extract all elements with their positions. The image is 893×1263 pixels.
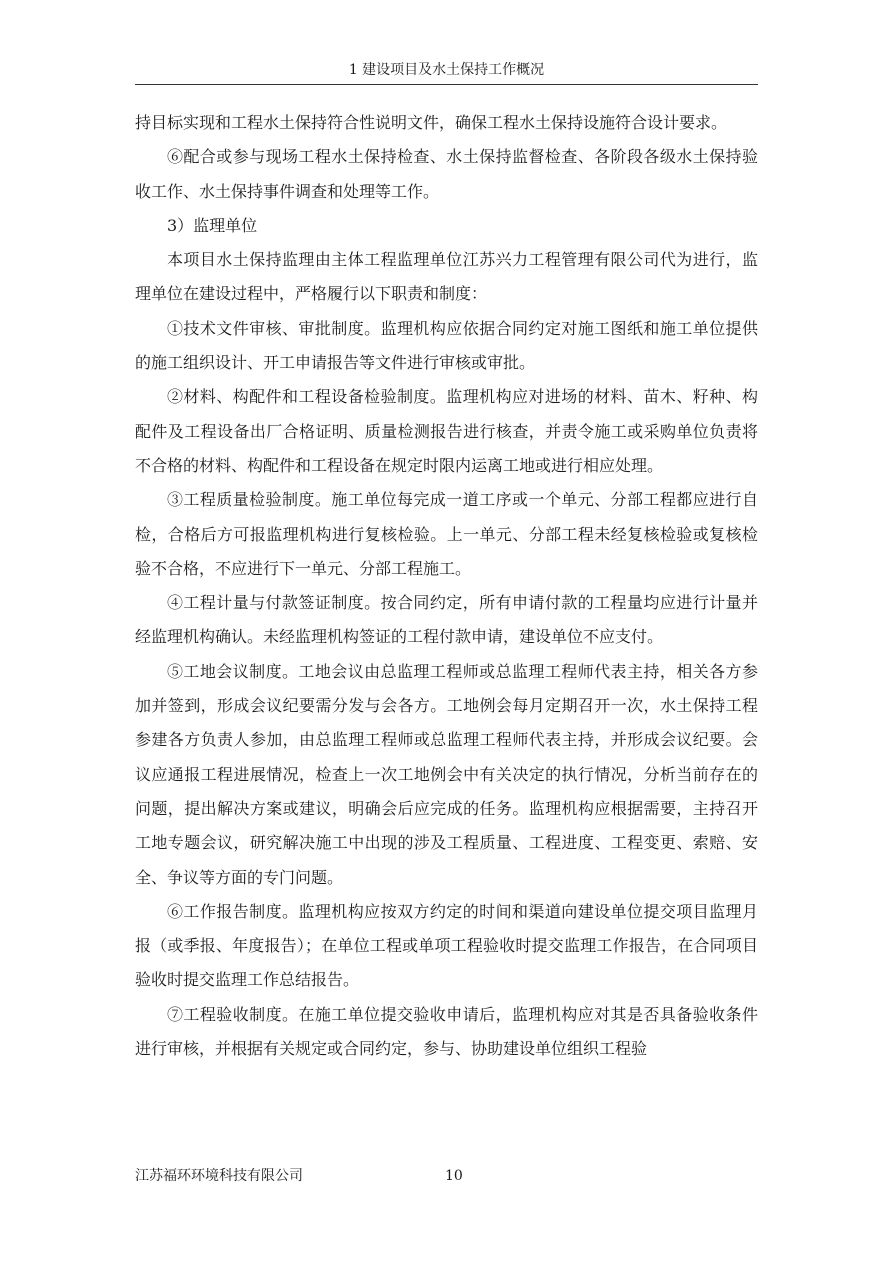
page-header xyxy=(135,60,758,85)
page-number: 10 xyxy=(445,1168,463,1184)
document-body xyxy=(135,106,758,1066)
section-heading-supervision: 3）监理单位 xyxy=(167,215,258,235)
paragraph-11: ⑦工程验收制度。在施工单位提交验收申请后，监理机构应对其是否具备验收条件进行审核，并根据有关规定或合同约定，参与、协助建设单位组织工程验 xyxy=(135,1004,758,1059)
paragraph-1: 持目标实现和工程水土保持符合性说明文件，确保工程水土保持设施符合设计要求。 xyxy=(135,113,728,132)
paragraph-6: ②材料、构配件和工程设备检验制度。监理机构应对进场的材料、苗木、籽种、构配件及工程设备出厂合格证明、质量检测报告进行核查，并责令施工或采购单位负责将不合格的材料、构配件和工程设备在规定时限内运离工地或进行相应处理。 xyxy=(135,387,758,475)
footer-company: 江苏福环环境科技有限公司 xyxy=(135,1168,303,1184)
paragraph-8: ④工程计量与付款签证制度。按合同约定，所有申请付款的工程量均应进行计量并经监理机构确认。未经监理机构签证的工程付款申请，建设单位不应支付。 xyxy=(135,593,758,647)
paragraph-2: ⑥配合或参与现场工程水土保持检查、水土保持监督检查、各阶段各级水土保持验收工作、水土保持事件调查和处理等工作。 xyxy=(135,147,758,201)
header-title: 1 建设项目及水土保持工作概况 xyxy=(348,62,545,78)
paragraph-4: 本项目水土保持监理由主体工程监理单位江苏兴力工程管理有限公司代为进行，监理单位在建设过程中，严格履行以下职责和制度： xyxy=(135,250,758,304)
page-footer xyxy=(135,1165,758,1187)
paragraph-9: ⑤工地会议制度。工地会议由总监理工程师或总监理工程师代表主持，相关各方参加并签到，形成会议纪要需分发与会各方。工地例会每月定期召开一次，水土保持工程参建各方负责人参加，由总监理工程师或总监理工程师代表主持，并形成会议纪要。会议应通报工程进展情况，检查上一次工地例会中有关决定的执行情况，分析当前存在的问题，提出解决方案或建议，明确会后应完成的任务。监理机构应根据需要，主持召开工地专题会议，研究解决施工中出现的涉及工程质量、工程进度、工程变更、索赔、安全、争议等方面的专门问题。 xyxy=(135,661,758,887)
paragraph-7: ③工程质量检验制度。施工单位每完成一道工序或一个单元、分部工程都应进行自检，合格后方可报监理机构进行复核检验。上一单元、分部工程未经复核检验或复核检验不合格，不应进行下一单元、分部工程施工。 xyxy=(135,490,758,578)
paragraph-5: ①技术文件审核、审批制度。监理机构应依据合同约定对施工图纸和施工单位提供的施工组织设计、开工申请报告等文件进行审核或审批。 xyxy=(135,318,758,373)
paragraph-10: ⑥工作报告制度。监理机构应按双方约定的时间和渠道向建设单位提交项目监理月报（或季报、年度报告）；在单位工程或单项工程验收时提交监理工作报告，在合同项目验收时提交监理工作总结报告。 xyxy=(135,901,758,990)
